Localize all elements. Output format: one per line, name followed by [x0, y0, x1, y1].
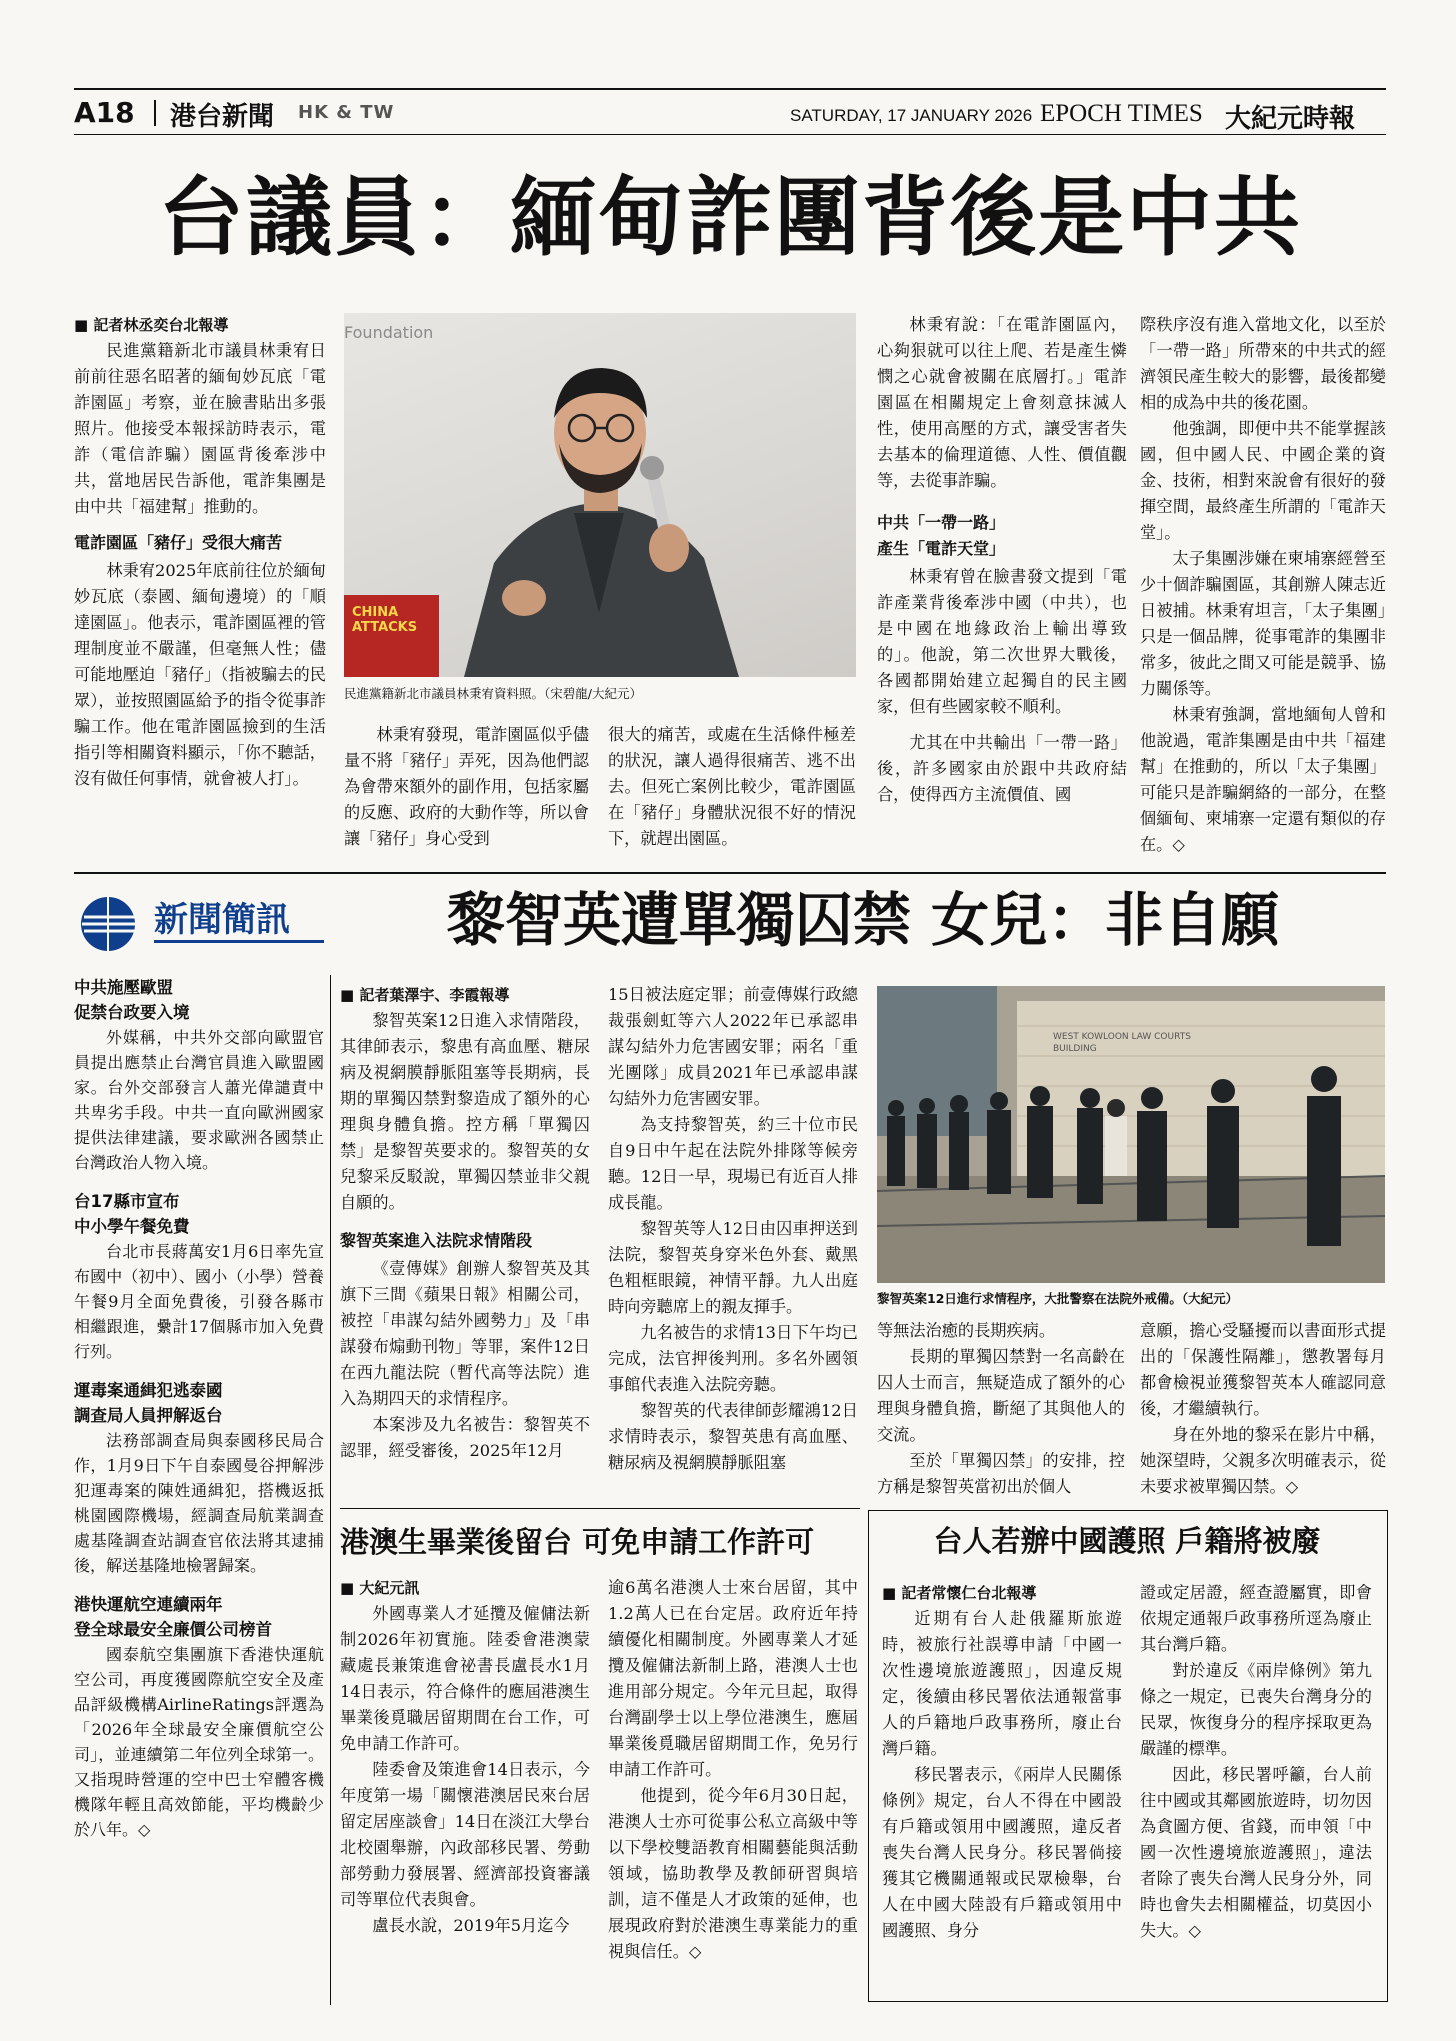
brief-item — [74, 1189, 324, 1364]
paper-name-cn: 大紀元時報 — [1225, 104, 1356, 134]
story2-subhead: 黎智英案進入法院求情階段 — [340, 1231, 533, 1250]
story1-column-4 — [877, 312, 1127, 808]
story3-paragraph: 外國專業人才延攬及僱傭法新制2026年初實施。陸委會港澳蒙藏處長兼策進會祕書長盧長水1月14日表示，符合條件的應屆港澳生畢業後覓職居留期間在台工作，可免申請工作許可。 — [340, 1604, 590, 1753]
briefs-title-underline — [154, 940, 324, 943]
court-sign: WEST KOWLOON LAW COURTS BUILDING — [1053, 1032, 1191, 1054]
story1-paragraph: 林秉宥曾在臉書發文提到「電詐產業背後牽涉中國（中共），也是中國在地緣政治上輸出導致的」。他說，第二次世界大戰後，各國都開始建立起獨自的民主國家，但有些國家較不順利。 — [877, 567, 1127, 716]
section-title-en: HK & TW — [298, 102, 395, 123]
story2-paragraph: 等無法治癒的長期疾病。 — [877, 1321, 1056, 1340]
masthead-bottom-rule — [74, 134, 1386, 135]
brief-item — [74, 1592, 324, 1842]
section-divider — [74, 872, 1386, 874]
globe-icon — [74, 893, 154, 955]
story1-paragraph: 太子集團涉嫌在柬埔寨經營至少十個詐騙園區，其創辦人陳志近日被捕。林秉宥坦言，「太子集團」只是一個品牌，從事電詐的集團非常多，彼此之間又可能是競爭、協力關係等。 — [1140, 549, 1386, 698]
story4-column-2 — [1140, 1580, 1372, 1944]
story2-paragraph: 至於「單獨囚禁」的安排，控方稱是黎智英當初出於個人 — [877, 1451, 1125, 1496]
story1-paragraph: 民進黨籍新北市議員林秉宥日前前往惡名昭著的緬甸妙瓦底「電詐園區」考察，並在臉書貼出多張照片。他接受本報採訪時表示，電詐（電信詐騙）園區背後牽涉中共，當地居民告訴他，電詐集團是由中共「福建幫」推動的。 — [74, 341, 326, 516]
story1-column-3 — [608, 722, 856, 852]
story3-byline: ■ 大紀元訊 — [340, 1575, 590, 1601]
story1-paragraph: 很大的痛苦，或處在生活條件極差的狀況，讓人過得很痛苦、逃不出去。但死亡案例比較少，電詐園區在「豬仔」身體狀況很不好的情況下，就趕出園區。 — [608, 725, 856, 848]
brief-heading-line2: 中小學午餐免費 — [74, 1217, 190, 1236]
page-number: A18 — [74, 96, 135, 129]
story2-paragraph: 為支持黎智英，約三十位市民自9日中午起在法院外排隊等候旁聽。12日一早，現場已有近百人排成長龍。 — [608, 1115, 858, 1212]
story3-column-2 — [608, 1575, 858, 1965]
section-title: 港台新聞 — [170, 102, 275, 132]
story1-caption: 民進黨籍新北市議員林秉宥資料照。（宋碧龍/大紀元） — [344, 686, 642, 701]
story1-paragraph: 林秉宥發現，電詐園區似乎儘量不將「豬仔」弄死，因為他們認為會帶來額外的副作用，包括家屬的反應、政府的大動作等，所以會讓「豬仔」身心受到 — [344, 725, 589, 848]
brief-heading-line1: 台17縣市宣布 — [74, 1192, 180, 1211]
story2-paragraph: 黎智英案12日進入求情階段，其律師表示，黎患有高血壓、糖尿病及視網膜靜脈阻塞等長期病，長期的單獨囚禁對黎造成了額外的心理與身體負擔。控方稱「單獨囚禁」是黎智英要求的。黎智英的女兒黎采反駁說，單獨囚禁並非父親自願的。 — [340, 1011, 590, 1212]
briefs-column — [74, 975, 324, 1842]
brief-body: 法務部調查局與泰國移民局合作，1月9日下午自泰國曼谷押解涉犯運毒案的陳姓通緝犯，搭機返抵桃園國際機場，經調查局航業調查處基隆調查站調查官依法將其逮捕後，解送基隆地檢署歸案。 — [74, 1431, 324, 1575]
story2-caption: 黎智英案12日進行求情程序，大批警察在法院外戒備。（大紀元） — [877, 1291, 1239, 1306]
story1-paragraph: 林秉宥2025年底前往位於緬甸妙瓦底（泰國、緬甸邊境）的「順達園區」。他表示，電詐園區裡的管理制度並不嚴謹，但毫無人性；儘可能地壓迫「豬仔」（指被騙去的民眾），並按照園區給予的指令從事詐騙工作。他在電詐園區撿到的生活指引等相關資料顯示，「你不聽話，沒有做任何事情，就會被人打」。 — [74, 561, 326, 788]
story1-headline: 台議員：緬甸詐團背後是中共 — [158, 168, 1302, 268]
story2-paragraph: 黎智英的代表律師彭耀鴻12日求情時表示，黎智英患有高血壓、糖尿病及視網膜靜脈阻塞 — [608, 1401, 858, 1472]
story3-paragraph: 他提到，從今年6月30日起，港澳人士亦可從事公私立高級中等以下學校雙語教育相關藝能與活動領域，協助教學及教師研習與培訓，這不僅是人才政策的延伸，也展現政府對於港澳生專業能力的重視與信任。◇ — [608, 1786, 858, 1961]
paper-name-en: EPOCH TIMES — [1040, 100, 1203, 127]
story2-paragraph: 身在外地的黎采在影片中稱，她深望時，父親多次明確表示，從未要求被單獨囚禁。◇ — [1140, 1425, 1386, 1496]
brief-heading-line1: 中共施壓歐盟 — [74, 978, 173, 997]
story1-paragraph: 林秉宥強調，當地緬甸人曾和他說過，電詐集團是由中共「福建幫」在推動的，所以「太子集團」可能只是詐騙網絡的一部分，在整個緬甸、柬埔寨一定還有類似的存在。◇ — [1140, 705, 1386, 854]
brief-item — [74, 1378, 324, 1578]
story1-paragraph: 際秩序沒有進入當地文化，以至於「一帶一路」所帶來的中共式的經濟領民產生較大的影響，最後都變相的成為中共的後花園。 — [1140, 315, 1386, 412]
story2-photo — [877, 986, 1385, 1283]
story2-paragraph: 長期的單獨囚禁對一名高齡在囚人士而言，無疑造成了額外的心理與身體負擔，斷絕了其與他人的交流。 — [877, 1347, 1125, 1444]
story4-byline: ■ 記者常懷仁台北報導 — [882, 1580, 1122, 1606]
story3-paragraph: 逾6萬名港澳人士來台居留，其中1.2萬人已在台定居。政府近年持續優化相關制度。外國專業人才延攬及僱傭法新制上路，港澳人士也進用部分規定。今年元旦起，取得台灣副學士以上學位港澳生，應屆畢業後覓職居留期間工作，免另行申請工作許可。 — [608, 1578, 858, 1779]
briefs-title: 新聞簡訊 — [154, 900, 290, 940]
story4-column-1 — [882, 1580, 1122, 1944]
story2-headline: 黎智英遭單獨囚禁 女兒：非自願 — [446, 886, 1280, 954]
story1-subhead-2a: 中共「一帶一路」 — [877, 513, 1006, 532]
story2-column-3 — [877, 1318, 1125, 1500]
story3-paragraph: 陸委會及策進會14日表示，今年度第一場「關懷港澳居民來台居留定居座談會」14日在淡江大學台北校園舉辦，內政部移民署、勞動部勞動力發展署、經濟部投資審議司等單位代表與會。 — [340, 1760, 590, 1909]
story4-paragraph: 因此，移民署呼籲，台人前往中國或其鄰國旅遊時，切勿因為貪圖方便、省錢，而申領「中國一次性邊境旅遊護照」，違法者除了喪失台灣人民身分外，同時也會失去相關權益，切莫因小失大。◇ — [1140, 1765, 1372, 1940]
story4-paragraph: 近期有台人赴俄羅斯旅遊時，被旅行社誤導申請「中國一次性邊境旅遊護照」，因違反規定，後續由移民署依法通報當事人的戶籍地戶政事務所，廢止台灣戶籍。 — [882, 1609, 1122, 1758]
story2-column-1 — [340, 982, 590, 1464]
briefs-divider — [330, 975, 331, 2005]
brief-heading-line2: 促禁台政要入境 — [74, 1003, 190, 1022]
story4-headline: 台人若辦中國護照 戶籍將被廢 — [933, 1524, 1321, 1558]
story4-paragraph: 證或定居證，經查證屬實，即會依規定通報戶政事務所逕為廢止其台灣戶籍。 — [1140, 1583, 1372, 1654]
story2-paragraph: 本案涉及九名被告：黎智英不認罪，經受審後，2025年12月 — [340, 1415, 590, 1460]
story3-column-1 — [340, 1575, 590, 1939]
brief-body: 台北市長蔣萬安1月6日率先宣布國中（初中）、國小（小學）營養午餐9月全面免費後，引發各縣市相繼跟進，纍計17個縣市加入免費行列。 — [74, 1242, 324, 1361]
issue-date: SATURDAY, 17 JANUARY 2026 — [790, 106, 1033, 125]
story1-paragraph: 尤其在中共輸出「一帶一路」後，許多國家由於跟中共政府結合，使得西方主流價值、國 — [877, 733, 1127, 804]
header-divider — [154, 100, 156, 126]
story1-column-2 — [344, 722, 589, 852]
brief-body: 國泰航空集團旗下香港快運航空公司，再度獲國際航空安全及產品評級機構AirlineRatings評選為「2026年全球最安全廉價航空公司」，並連續第二年位列全球第一。又指現時營運的空中巴士窄體客機機隊年輕且高效節能，平均機齡少於八年。◇ — [74, 1645, 324, 1839]
story2-paragraph: 15日被法庭定罪；前壹傳媒行政總裁張劍虹等六人2022年已承認串謀勾結外力危害國安罪；兩名「重光團隊」成員2021年已承認串謀勾結外力危害國安罪。 — [608, 985, 858, 1108]
story2-paragraph: 意願，擔心受騷擾而以書面形式提出的「保護性隔離」，懲教署每月都會檢視並獲黎智英本人確認同意後，才繼續執行。 — [1140, 1321, 1386, 1418]
story3-top-rule — [340, 1508, 860, 1509]
story2-paragraph: 黎智英等人12日由囚車押送到法院，黎智英身穿米色外套、戴黑色粗框眼鏡，神情平靜。九人出庭時向旁聽席上的親友揮手。 — [608, 1219, 858, 1316]
story1-column-1 — [74, 312, 326, 792]
brief-heading-line2: 登全球最安全廉價公司榜首 — [74, 1620, 272, 1639]
story2-paragraph: 九名被告的求情13日下午均已完成，法官押後判刑。多名外國領事館代表進入法院旁聽。 — [608, 1323, 858, 1394]
story1-subhead-2b: 產生「電詐天堂」 — [877, 539, 1006, 558]
brief-body: 外媒稱，中共外交部向歐盟官員提出應禁止台灣官員進入歐盟國家。台外交部發言人蕭光偉譴責中共卑劣手段。中共一直向歐洲國家提供法律建議，要求歐洲各國禁止台灣政治人物入境。 — [74, 1028, 324, 1172]
story1-byline: ■ 記者林丞奕台北報導 — [74, 312, 326, 338]
story1-subhead-1: 電詐園區「豬仔」受很大痛苦 — [74, 533, 283, 552]
brief-item — [74, 975, 324, 1175]
story2-byline: ■ 記者葉澤宇、李霞報導 — [340, 982, 590, 1008]
story1-paragraph: 他強調，即便中共不能掌握該國，但中國人民、中國企業的資金、技術，相對來說會有很好的發揮空間，最終產生所謂的「電詐天堂」。 — [1140, 419, 1386, 542]
story3-paragraph: 盧長水說，2019年5月迄今 — [372, 1916, 570, 1935]
story2-column-2 — [608, 982, 858, 1476]
story4-paragraph: 對於違反《兩岸條例》第九條之一規定，已喪失台灣身分的民眾，恢復身分的程序採取更為嚴謹的標準。 — [1140, 1661, 1372, 1758]
story2-column-4 — [1140, 1318, 1386, 1500]
brief-heading-line2: 調查局人員押解返台 — [74, 1406, 223, 1425]
brief-heading-line1: 港快運航空連續兩年 — [74, 1595, 223, 1614]
book-cover-title: CHINA ATTACKS — [352, 605, 418, 635]
brief-heading-line1: 運毒案通緝犯逃泰國 — [74, 1381, 223, 1400]
story1-photo — [344, 313, 856, 677]
masthead-top-rule — [74, 88, 1386, 90]
story3-headline: 港澳生畢業後留台 可免申請工作許可 — [340, 1525, 815, 1559]
story1-column-5 — [1140, 312, 1386, 858]
story4-paragraph: 移民署表示，《兩岸人民關係條例》規定，台人不得在中國設有戶籍或領用中國護照，違反者喪失台灣人民身分。移民署倘接獲其它機關通報或民眾檢舉，台人在中國大陸設有戶籍或領用中國護照、身分 — [882, 1765, 1122, 1940]
photo-background-text: Foundation — [344, 323, 434, 342]
story2-paragraph: 《壹傳媒》創辦人黎智英及其旗下三間《蘋果日報》相關公司，被控「串謀勾結外國勢力」及「串謀發布煽動刊物」等罪，案件12日在西九龍法院（暫代高等法院）進入為期四天的求情程序。 — [340, 1259, 590, 1408]
story1-paragraph: 林秉宥說：「在電詐園區內，心夠狠就可以往上爬、若是產生憐憫之心就會被關在底層打。」電詐園區在相關規定上會刻意抹滅人性，使用高壓的方式，讓受害者失去基本的倫理道德、人性、價值觀等，去從事詐騙。 — [877, 315, 1127, 490]
